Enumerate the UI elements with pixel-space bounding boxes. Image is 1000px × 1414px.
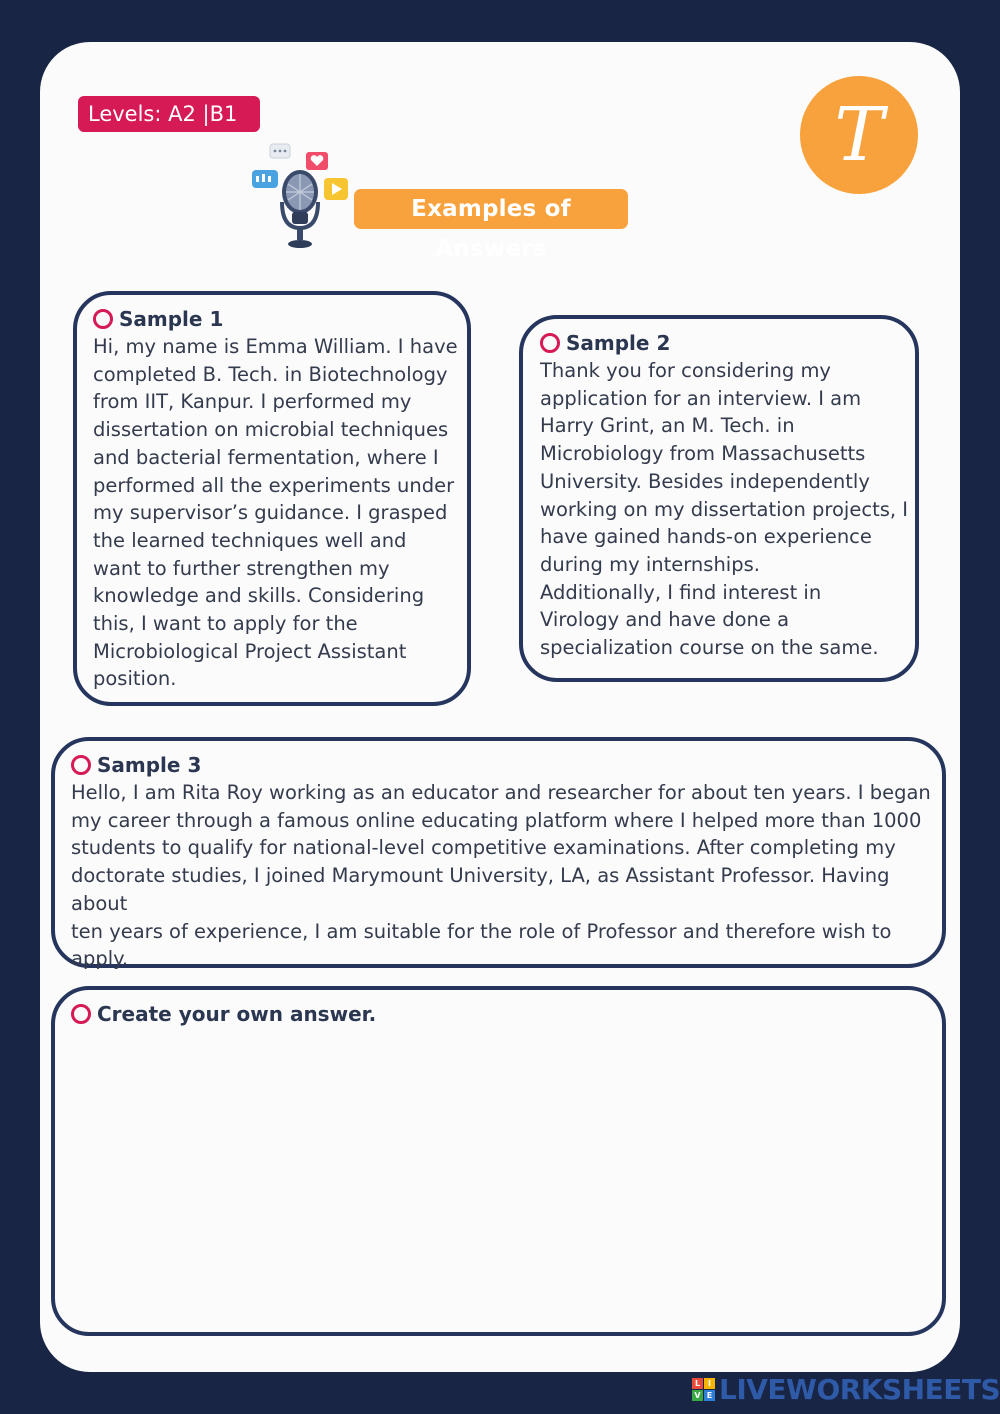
sample-title: Sample 1 bbox=[119, 307, 224, 331]
circle-bullet-icon bbox=[93, 309, 113, 329]
levels-badge: Levels: A2 |B1 bbox=[78, 96, 260, 132]
sample-card-2 bbox=[519, 315, 919, 682]
brand-logo: T bbox=[800, 76, 918, 194]
microphone-icon bbox=[246, 140, 356, 252]
sample-text: Hello, I am Rita Roy working as an educator and researcher for about ten years. I began my career through a famous online educating platform where I helped more than 1000 students to qualify for national-level competitive examinations. After completing my doctorate studies, I joined Marymount University, LA, as Assistant Professor. Having about ten years of experience, I am suitable for the role of Professor and therefore wish to apply. bbox=[71, 781, 931, 971]
sample-text: Hi, my name is Emma William. I have completed B. Tech. in Biotechnology from IIT, Kanpur. I performed my dissertation on microbial techniques and bacterial fermentation, where I performed all the experiments under my supervisor’s guidance. I grasped the learned techniques well and want to further strengthen my knowledge and skills. Considering this, I want to apply for the Microbiological Project Assistant position. bbox=[93, 335, 458, 691]
answer-box[interactable] bbox=[51, 986, 946, 1336]
chat-bubble-icon bbox=[270, 144, 290, 158]
liveworksheets-watermark[interactable] bbox=[692, 1374, 1000, 1404]
circle-bullet-icon bbox=[71, 755, 91, 775]
sample-text: Thank you for considering my application for an interview. I am Harry Grint, an M. Tech. in Microbiology from Massachusetts University. Besides independently working on my dissertation projects, I have gained hands-on experience during my internships. Additionally, I find interest in Virology and have done a specialization course on the same. bbox=[540, 359, 909, 660]
watermark-text: LIVEWORKSHEETS bbox=[719, 1372, 1000, 1406]
play-icon bbox=[324, 178, 348, 200]
sample-title: Sample 2 bbox=[566, 331, 671, 355]
circle-bullet-icon bbox=[71, 1004, 91, 1024]
circle-bullet-icon bbox=[540, 333, 560, 353]
liveworksheets-logo-icon: L I V E bbox=[692, 1378, 715, 1401]
sample-title: Sample 3 bbox=[97, 753, 202, 777]
sample-card-3 bbox=[51, 737, 946, 971]
heart-icon bbox=[306, 152, 328, 170]
page-title: Examples of Answers bbox=[354, 189, 628, 229]
sample-card-1 bbox=[73, 291, 471, 706]
answer-prompt: Create your own answer. bbox=[97, 1002, 377, 1026]
